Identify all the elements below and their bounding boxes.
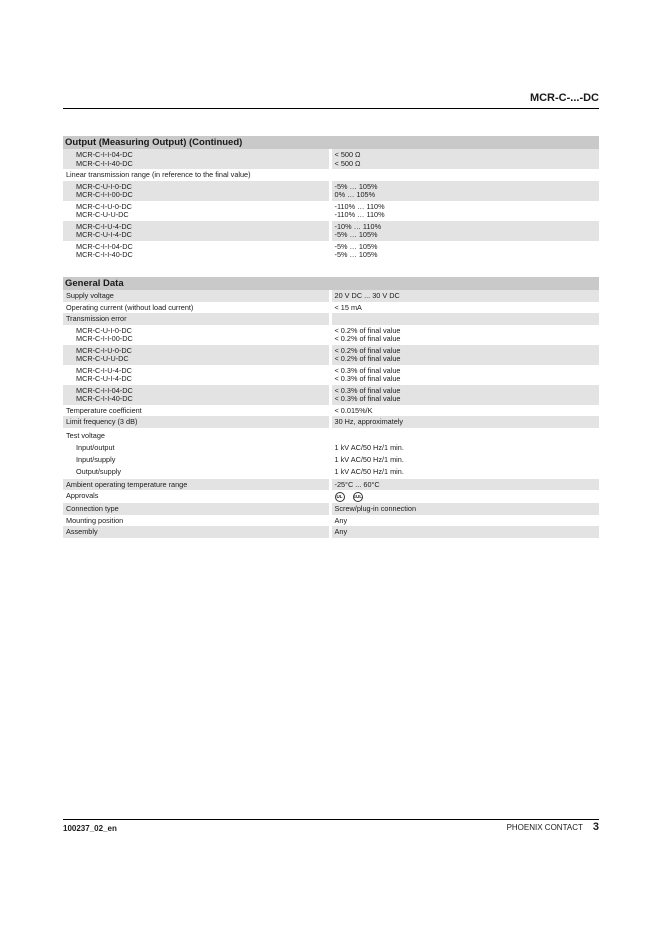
spec-label: [63, 241, 329, 261]
spec-label-line: MCR-C-U-U-DC: [76, 210, 129, 219]
spec-value: [332, 416, 599, 428]
spec-label: [63, 201, 329, 221]
spec-label: [63, 302, 329, 314]
spec-value-line: 0% … 105%: [334, 190, 376, 199]
spec-label-line: Connection type: [66, 504, 119, 513]
spec-row: [63, 416, 599, 428]
page-header-title: MCR-C-...-DC: [529, 92, 599, 104]
spec-label-line: Transmission error: [66, 314, 127, 323]
spec-value-line: [335, 315, 599, 324]
spec-label-line: MCR-C-I-I-04-DC: [76, 241, 133, 251]
spec-value-line: 30 Hz, approximately: [334, 417, 404, 426]
spec-value-line: < 500 Ω: [334, 158, 361, 168]
section-heading: General Data: [63, 277, 599, 290]
spec-label-line: Operating current (without load current): [66, 302, 194, 312]
spec-value: [332, 490, 599, 503]
spec-value: [332, 313, 599, 325]
spec-value: [332, 365, 599, 385]
spec-value-line: -10% … 110%: [334, 221, 382, 231]
page-number: 3: [592, 821, 599, 833]
spec-value-line: 1 kV AC/50 Hz/1 min.: [334, 454, 404, 464]
spec-value-line: Any: [334, 527, 348, 536]
spec-value-line: -5% … 105%: [334, 241, 378, 251]
spec-label-line: Temperature coefficient: [66, 405, 142, 415]
spec-label-line: Test voltage: [66, 430, 105, 440]
spec-label: [63, 365, 329, 385]
spec-label-line: Mounting position: [66, 515, 124, 525]
spec-value-line: < 0.3% of final value: [334, 365, 401, 375]
spec-value: [332, 405, 599, 417]
spec-row: [63, 405, 599, 417]
spec-value-line: < 0.3% of final value: [334, 385, 401, 395]
spec-label-line: MCR-C-U-I-0-DC: [76, 325, 132, 335]
ul-listed-icon: UL: [335, 492, 345, 502]
spec-value: [332, 503, 599, 515]
spec-value-line: [335, 430, 599, 442]
spec-label-line: Linear transmission range (in reference to the final value): [66, 170, 251, 179]
spec-label-line: MCR-C-U-I-4-DC: [76, 230, 132, 239]
document-id: 100237_02_en: [63, 824, 117, 833]
spec-label: [63, 526, 329, 538]
spec-value: [332, 169, 599, 181]
spec-value-line: < 0.015%/K: [334, 405, 373, 415]
spec-row: [63, 313, 599, 325]
spec-row: [63, 169, 599, 181]
spec-label: [63, 149, 329, 169]
spec-value: [332, 526, 599, 538]
spec-value-line: -5% … 105%: [334, 250, 378, 259]
spec-label-line: MCR-C-I-I-40-DC: [76, 394, 133, 403]
spec-row: [63, 201, 599, 221]
spec-value-line: 20 V DC ... 30 V DC: [334, 291, 400, 300]
spec-row: [63, 526, 599, 538]
spec-label: [63, 345, 329, 365]
spec-value-line: -25°C ... 60°C: [334, 479, 380, 489]
spec-value-line: < 15 mA: [334, 302, 362, 312]
spec-value-line: 1 kV AC/50 Hz/1 min.: [334, 466, 404, 476]
footer-right: [507, 821, 599, 833]
spec-value-line: -110% … 110%: [334, 201, 385, 211]
spec-row: [63, 490, 599, 503]
spec-row: [63, 345, 599, 365]
spec-value-line: < 0.2% of final value: [334, 325, 401, 335]
spec-value-line: < 0.2% of final value: [334, 354, 401, 363]
spec-row: [63, 181, 599, 201]
spec-label-line: Ambient operating temperature range: [66, 479, 188, 489]
spec-value: [332, 515, 599, 527]
spec-value: [332, 181, 599, 201]
spec-value-line: < 0.2% of final value: [334, 345, 401, 355]
output-spec-table: [63, 136, 599, 261]
spec-label-line: MCR-C-I-U-4-DC: [76, 221, 132, 231]
spec-row: [63, 385, 599, 405]
spec-value-line: [335, 171, 599, 180]
spec-value: [332, 149, 599, 169]
spec-row: [63, 428, 599, 479]
spec-label-line: Assembly: [66, 527, 98, 536]
spec-label: [63, 428, 329, 479]
general-data-table: [63, 277, 599, 538]
section-heading: Output (Measuring Output) (Continued): [63, 136, 599, 149]
spec-label-line: Approvals: [66, 491, 99, 500]
spec-row: [63, 302, 599, 314]
spec-label-line: MCR-C-U-I-0-DC: [76, 181, 132, 191]
spec-label: [63, 515, 329, 527]
cul-listed-icon: cUL: [353, 492, 363, 502]
spec-value: [332, 479, 599, 491]
spec-label-line: MCR-C-I-U-4-DC: [76, 365, 132, 375]
spec-row: [63, 241, 599, 261]
spec-value-line: < 0.3% of final value: [334, 394, 401, 403]
spec-label-line: MCR-C-I-I-04-DC: [76, 150, 133, 159]
company-name: PHOENIX CONTACT: [506, 823, 583, 832]
spec-row: [63, 365, 599, 385]
spec-row: [63, 290, 599, 302]
spec-value-line: 1 kV AC/50 Hz/1 min.: [334, 442, 404, 452]
spec-row: [63, 503, 599, 515]
spec-label-line: MCR-C-I-U-0-DC: [76, 345, 132, 355]
spec-label-line: Output/supply: [76, 466, 122, 476]
spec-value-line: < 0.3% of final value: [334, 374, 401, 383]
spec-label-line: MCR-C-U-U-DC: [76, 354, 129, 363]
spec-label: [63, 181, 329, 201]
spec-label-line: MCR-C-I-I-40-DC: [76, 250, 133, 259]
footer-rule: [63, 819, 599, 820]
spec-label: [63, 221, 329, 241]
spec-value: [332, 221, 599, 241]
spec-value-line: Any: [334, 515, 348, 525]
spec-label-line: MCR-C-U-I-4-DC: [76, 374, 132, 383]
spec-value: [332, 302, 599, 314]
spec-value: [332, 345, 599, 365]
spec-label-line: MCR-C-I-I-40-DC: [76, 158, 133, 168]
spec-value: [332, 428, 599, 479]
spec-value-line: < 0.2% of final value: [334, 334, 401, 343]
spec-label: [63, 169, 329, 181]
spec-label-line: Supply voltage: [66, 291, 114, 300]
spec-label: [63, 490, 329, 503]
spec-label: [63, 503, 329, 515]
spec-row: [63, 221, 599, 241]
spec-value: [332, 290, 599, 302]
spec-value: [332, 201, 599, 221]
spec-row: [63, 149, 599, 169]
header-rule: [63, 108, 599, 109]
spec-label-line: Input/supply: [76, 454, 116, 464]
spec-label: [63, 325, 329, 345]
spec-row: [63, 515, 599, 527]
spec-value: [332, 385, 599, 405]
spec-label-line: MCR-C-I-I-00-DC: [76, 190, 133, 199]
spec-label: [63, 405, 329, 417]
spec-value-line: Screw/plug-in connection: [334, 504, 417, 513]
spec-row: [63, 479, 599, 491]
spec-label: [63, 416, 329, 428]
spec-row: [63, 325, 599, 345]
spec-label-line: MCR-C-I-U-0-DC: [76, 201, 132, 211]
spec-label: [63, 479, 329, 491]
spec-value-line: -5% … 105%: [334, 181, 378, 191]
spec-label: [63, 385, 329, 405]
spec-label-line: Limit frequency (3 dB): [66, 417, 138, 426]
spec-value-line: < 500 Ω: [334, 150, 361, 159]
spec-label-line: MCR-C-I-I-00-DC: [76, 334, 133, 343]
spec-value-line: -110% … 110%: [334, 210, 385, 219]
spec-label: [63, 313, 329, 325]
spec-label: [63, 290, 329, 302]
spec-label-line: MCR-C-I-I-04-DC: [76, 385, 133, 395]
spec-value: [332, 241, 599, 261]
spec-label-line: Input/output: [76, 442, 115, 452]
approval-marks: [335, 492, 363, 502]
spec-value: [332, 325, 599, 345]
spec-value-line: -5% … 105%: [334, 230, 378, 239]
